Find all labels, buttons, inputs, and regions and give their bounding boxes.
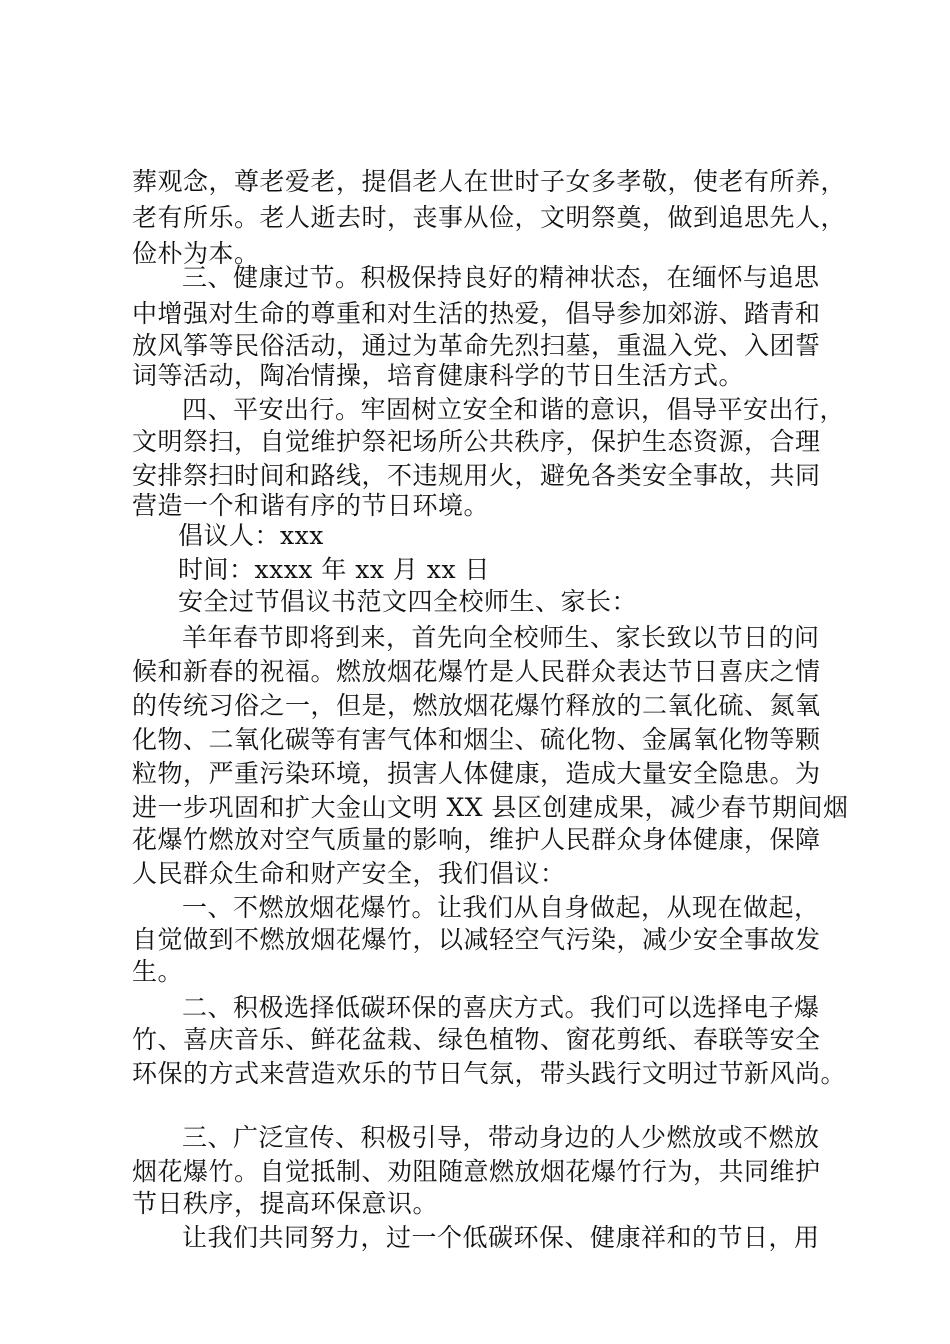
text-line: 一、不燃放烟花爆竹。让我们从自身做起，从现在做起， (182, 893, 820, 922)
text-line: 俭朴为本。 (132, 239, 260, 268)
text-line: 化物、二氧化碳等有害气体和烟尘、硫化物、金属氧化物等颗 (132, 725, 821, 754)
text-line: 时间：xxxx 年 xx 月 xx 日 (178, 555, 491, 584)
text-line: 四、平安出行。牢固树立安全和谐的意识，倡导平安出行， (182, 395, 846, 424)
text-line: 节日秩序，提高环保意识。 (132, 1189, 439, 1218)
text-line: 花爆竹燃放对空气质量的影响，维护人民群众身体健康，保障 (132, 825, 821, 854)
text-line: 倡议人：xxx (178, 521, 324, 550)
text-line: 二、积极选择低碳环保的喜庆方式。我们可以选择电子爆 (182, 993, 820, 1022)
text-line: 安全过节倡议书范文四全校师生、家长： (178, 587, 638, 616)
text-line: 人民群众生命和财产安全，我们倡议： (132, 859, 566, 888)
text-line: 安排祭扫时间和路线，不违规用火，避免各类安全事故，共同 (132, 461, 821, 490)
text-line: 进一步巩固和扩大金山文明 XX 县区创建成果，减少春节期间烟 (132, 793, 849, 822)
text-line: 生。 (132, 957, 184, 986)
text-line: 三、健康过节。积极保持良好的精神状态，在缅怀与追思 (182, 263, 820, 292)
text-line: 的传统习俗之一，但是，燃放烟花爆竹释放的二氧化硫、氮氧 (132, 691, 821, 720)
text-line: 中增强对生命的尊重和对生活的热爱，倡导参加郊游、踏青和 (132, 299, 821, 328)
text-line: 环保的方式来营造欢乐的节日气氛，带头践行文明过节新风尚。 (132, 1059, 847, 1088)
text-line: 放风筝等民俗活动，通过为革命先烈扫墓，重温入党、入团誓 (132, 331, 821, 360)
text-line: 三、广泛宣传、积极引导，带动身边的人少燃放或不燃放 (182, 1123, 820, 1152)
text-line: 竹、喜庆音乐、鲜花盆栽、绿色植物、窗花剪纸、春联等安全 (132, 1025, 821, 1054)
text-line: 羊年春节即将到来，首先向全校师生、家长致以节日的问 (182, 623, 820, 652)
text-line: 葬观念，尊老爱老，提倡老人在世时子女多孝敬，使老有所养， (132, 167, 847, 196)
text-line: 老有所乐。老人逝去时，丧事从俭，文明祭奠，做到追思先人， (132, 203, 847, 232)
text-line: 自觉做到不燃放烟花爆竹，以减轻空气污染，减少安全事故发 (132, 925, 821, 954)
text-line: 文明祭扫，自觉维护祭祀场所公共秩序，保护生态资源，合理 (132, 427, 821, 456)
text-line: 营造一个和谐有序的节日环境。 (132, 491, 490, 520)
text-line: 候和新春的祝福。燃放烟花爆竹是人民群众表达节日喜庆之情 (132, 657, 821, 686)
text-line: 让我们共同努力，过一个低碳环保、健康祥和的节日，用 (182, 1223, 820, 1252)
text-line: 烟花爆竹。自觉抵制、劝阻随意燃放烟花爆竹行为，共同维护 (132, 1157, 821, 1186)
text-line: 粒物，严重污染环境，损害人体健康，造成大量安全隐患。为 (132, 759, 821, 788)
text-line: 词等活动，陶冶情操，培育健康科学的节日生活方式。 (132, 361, 745, 390)
